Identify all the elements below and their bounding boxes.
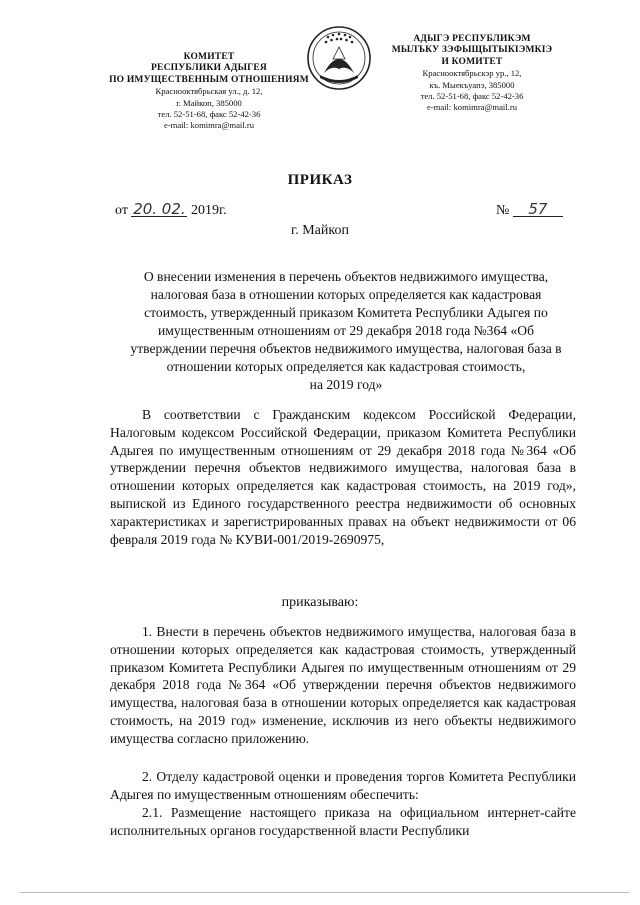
org-name-line-2: РЕСПУБЛИКИ АДЫГЕЯ [151, 63, 267, 74]
document-title: ПРИКАЗ [287, 172, 353, 188]
org-name-ady-line-1: АДЫГЭ РЕСПУБЛИКЭМ [413, 34, 531, 44]
number-prefix: № [496, 203, 510, 218]
org-address: Краснооктябрьская ул., д. 12, [155, 86, 263, 97]
org-city: г. Майкоп, 385000 [176, 97, 242, 108]
decree-word: приказываю: [281, 595, 359, 610]
org-city-ady: къ. Мыекъуапэ, 385000 [429, 79, 515, 90]
legal-basis-paragraph [110, 406, 576, 548]
document-date [115, 202, 227, 219]
number-handwritten: 57 [513, 202, 563, 217]
order-item-1 [110, 623, 576, 748]
org-phone-ady: тел. 52-51-68, факс 52-42-36 [420, 91, 524, 102]
subject-line: утверждении перечня объектов недвижимого имущества, налоговая база в [130, 341, 562, 356]
document-number [496, 202, 563, 219]
org-email: e-mail: komimra@mail.ru [163, 120, 254, 131]
order-item-2-1 [110, 804, 576, 840]
org-name-line-1: КОМИТЕТ [183, 52, 235, 62]
header-right-block [386, 34, 558, 114]
date-handwritten: 20. 02. [133, 200, 186, 218]
legal-basis-text: В соответствии с Гражданским кодексом Российской Федерации, Налоговым кодексом Российской Федерации, приказом Комитета Республики Адыгея по имущественным отношениям от 29 декабря 2018 года №364 «Об утверждении перечня объектов недвижимого имущества, налоговая база в отношении которых определяется как кадастровая стоимость, на 2019 год», выпиской из Единого государственного реестра недвижимости об основных характеристиках и зарегистрированных правах на объект недвижимости от 06 февраля 2019 года № КУВИ-001/2019-2690975, [110, 407, 576, 547]
republic-emblem-icon [306, 25, 372, 91]
document-subject [126, 268, 566, 394]
subject-line: налоговая база в отношении которых определяется как кадастровая [150, 287, 542, 302]
org-address-ady: Краснооктябрьскэр ур., 12, [422, 68, 522, 79]
subject-line: отношении которых определяется как кадастровая стоимость, [166, 359, 526, 374]
order-item-2-1-text: 2.1. Размещение настоящего приказа на официальном интернет-сайте исполнительных органов государственной власти Республики [110, 805, 576, 838]
org-name-ady-line-2: МЫЛЪКУ ЗЭФЫЩЫТЫКІЭМКІЭ [391, 45, 553, 56]
page-bottom-divider [20, 892, 630, 893]
order-item-2 [110, 768, 576, 804]
subject-line: стоимость, утвержденный приказом Комитета Республики Адыгея по [144, 305, 548, 320]
order-item-1-text: 1. Внести в перечень объектов недвижимого имущества, налоговая база в отношении которых определяется как кадастровая стоимость, утвержденный приказом Комитета Республики Адыгея по имущественным отношениям от 29 декабря 2018 года №364 «Об утверждении перечня объектов недвижимого имущества, налоговая база в отношении которых определяется как кадастровая стоимость, на 2019 год» изменение, исключив из него объекты недвижимого имущества согласно приложению. [110, 624, 576, 746]
date-prefix: от [115, 203, 128, 218]
order-item-2-text: 2. Отделу кадастровой оценки и проведения торгов Комитета Республики Адыгея по имущественным отношениям обеспечить: [110, 769, 576, 802]
org-name-ady-line-3: И КОМИТЕТ [441, 56, 503, 67]
date-year: 2019г. [190, 203, 227, 218]
org-name-line-3: ПО ИМУЩЕСТВЕННЫМ ОТНОШЕНИЯМ [109, 74, 309, 85]
org-email-ady: e-mail: komimra@mail.ru [426, 102, 517, 113]
org-phone: тел. 52-51-68, факс 52-42-36 [157, 109, 261, 120]
document-city: г. Майкоп [291, 223, 349, 238]
subject-line: на 2019 год» [309, 377, 383, 392]
subject-line: О внесении изменения в перечень объектов недвижимого имущества, [143, 269, 549, 284]
subject-line: имущественным отношениям от 29 декабря 2018 года №364 «Об [157, 323, 535, 338]
header-left-block [96, 52, 322, 132]
